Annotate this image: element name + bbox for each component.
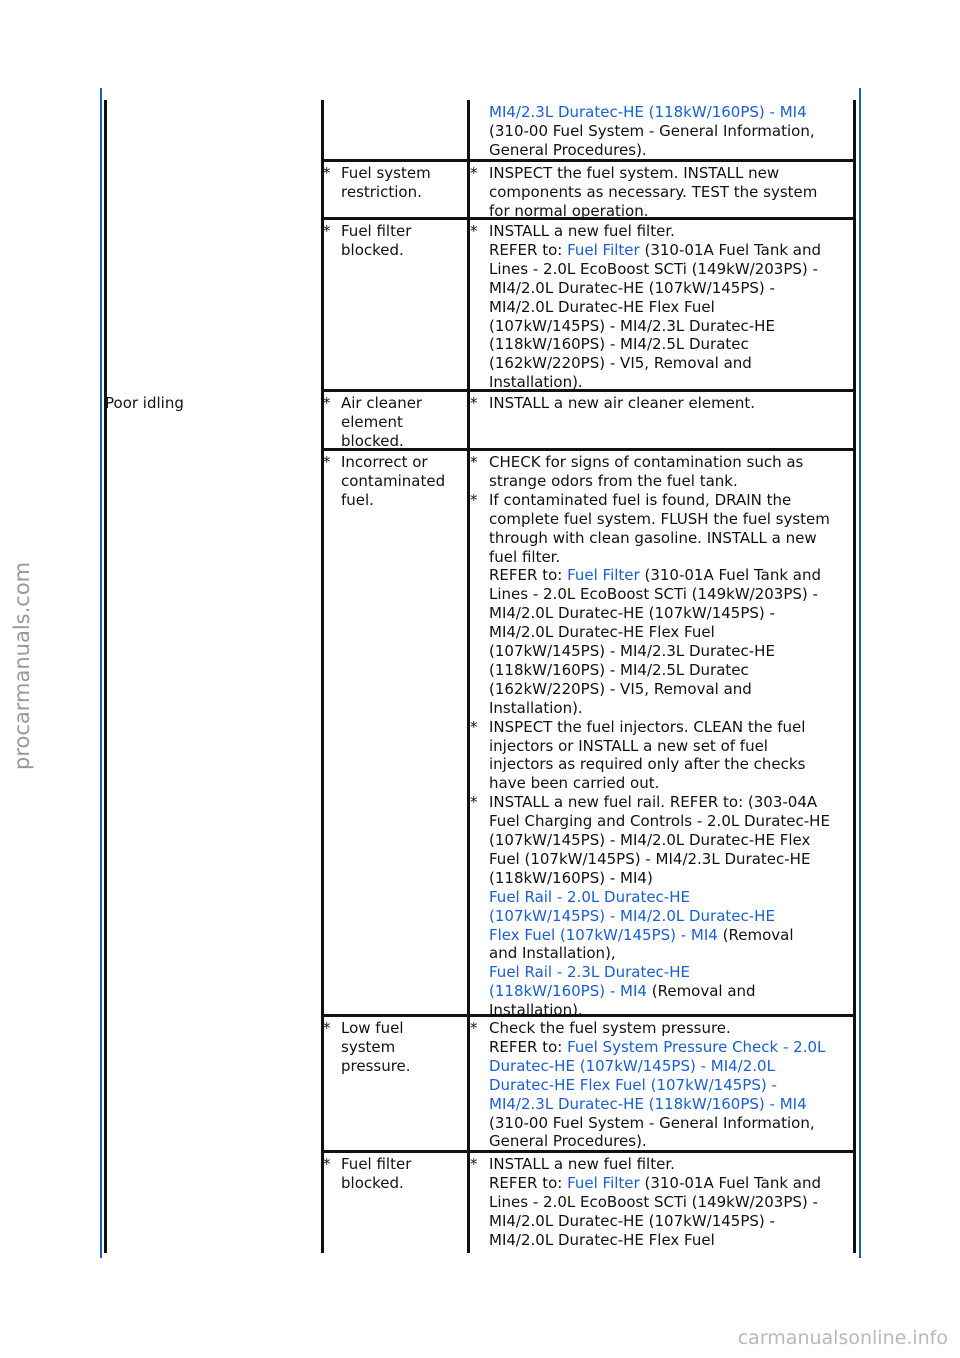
bullet-icon: * — [470, 394, 478, 412]
reference-link[interactable]: Fuel Filter — [567, 566, 640, 585]
bullet-icon: * — [470, 453, 478, 471]
action-text: have been carried out. — [489, 774, 660, 793]
action-line — [470, 317, 821, 336]
action-line — [470, 642, 830, 661]
action-line — [470, 869, 830, 888]
action-line — [470, 241, 821, 260]
cause-line: blocked. — [341, 431, 404, 450]
action-line — [470, 680, 830, 699]
action-line — [470, 453, 803, 472]
action-text: INSTALL a new fuel filter. — [489, 222, 675, 240]
action-line — [470, 298, 821, 317]
action-item — [470, 453, 803, 491]
action-line — [470, 394, 755, 413]
cause-cell — [323, 1019, 411, 1076]
action-text: INSPECT the fuel system. INSTALL new — [489, 164, 780, 182]
action-text: components as necessary. TEST the system — [489, 182, 818, 201]
action-text: (Removal — [717, 925, 794, 944]
action-text: REFER to: — [489, 240, 568, 259]
action-text: for normal operation. — [489, 201, 649, 220]
cause-line: Incorrect or — [341, 453, 428, 471]
cause-line: Air cleaner — [341, 394, 423, 412]
action-line — [470, 718, 805, 737]
action-text: (118kW/160PS) - MI4/2.5L Duratec — [489, 335, 749, 354]
action-line — [470, 623, 830, 642]
cause-line: Fuel system — [341, 164, 431, 182]
right-margin-rule — [859, 88, 861, 1258]
action-line — [470, 604, 830, 623]
action-item — [470, 164, 817, 221]
reference-link[interactable]: Fuel Rail - 2.0L Duratec-HE — [489, 887, 690, 906]
action-line — [470, 1001, 830, 1020]
action-text: injectors as required only after the checks — [489, 755, 806, 774]
action-line — [470, 1174, 821, 1193]
action-text: (310-00 Fuel System - General Information, — [489, 1113, 815, 1132]
action-line — [470, 926, 830, 945]
reference-link[interactable]: Duratec-HE Flex Fuel (107kW/145PS) - — [489, 1075, 777, 1094]
action-line — [470, 907, 830, 926]
action-line — [470, 164, 817, 183]
action-text: Lines - 2.0L EcoBoost SCTi (149kW/203PS) - — [489, 1192, 818, 1211]
action-line — [470, 1231, 821, 1250]
bullet-icon: * — [470, 164, 478, 182]
action-text: REFER to: — [489, 1173, 568, 1192]
action-text: Installation). — [489, 1001, 583, 1020]
action-line — [470, 812, 830, 831]
action-text: (118kW/160PS) - MI4/2.5L Duratec — [489, 660, 749, 679]
action-line — [470, 850, 830, 869]
action-line — [470, 183, 817, 202]
action-item — [470, 103, 815, 160]
action-line — [470, 755, 805, 774]
cause-line: Fuel filter — [341, 1155, 412, 1173]
action-line — [470, 103, 815, 122]
reference-link[interactable]: (118kW/160PS) - MI4 — [489, 982, 647, 1001]
action-text: General Procedures). — [489, 1132, 647, 1151]
action-item — [470, 491, 830, 718]
action-item — [470, 394, 755, 413]
action-text: and Installation), — [489, 944, 616, 963]
action-text: Installation). — [489, 698, 583, 717]
action-line — [470, 982, 830, 1001]
action-item — [470, 222, 821, 392]
action-text: (107kW/145PS) - MI4/2.3L Duratec-HE — [489, 642, 775, 661]
reference-link[interactable]: Fuel Filter — [567, 240, 640, 259]
bullet-icon: * — [470, 490, 478, 509]
reference-link[interactable]: MI4/2.3L Duratec-HE (118kW/160PS) - MI4 — [489, 103, 807, 121]
action-text: MI4/2.0L Duratec-HE (107kW/145PS) - — [489, 1211, 775, 1230]
cause-line: restriction. — [341, 182, 422, 201]
cause-line: contaminated — [341, 471, 446, 490]
action-line — [470, 1019, 825, 1038]
action-text: fuel filter. — [489, 547, 561, 566]
action-line — [470, 1038, 825, 1057]
left-margin-rule — [100, 88, 102, 1258]
action-item — [470, 793, 830, 1020]
cause-line: Low fuel — [341, 1019, 404, 1037]
action-text: REFER to: — [489, 566, 568, 585]
action-item — [470, 1019, 825, 1151]
action-text: MI4/2.0L Duratec-HE (107kW/145PS) - — [489, 278, 775, 297]
action-text: INSTALL a new fuel filter. — [489, 1155, 675, 1173]
action-text: strange odors from the fuel tank. — [489, 471, 738, 490]
action-text: (310-01A Fuel Tank and — [639, 240, 822, 259]
action-line — [470, 279, 821, 298]
action-line — [470, 529, 830, 548]
action-line — [470, 793, 830, 812]
action-text: If contaminated fuel is found, DRAIN the — [489, 490, 792, 509]
table-right-border — [853, 100, 856, 1253]
action-line — [470, 1212, 821, 1231]
footer-watermark: carmanualsonline.info — [737, 1327, 948, 1349]
cause-cell — [323, 1155, 411, 1193]
action-text: (310-01A Fuel Tank and — [639, 1173, 822, 1192]
side-watermark: procarmanuals.com — [10, 561, 34, 770]
cause-cell — [323, 394, 422, 451]
action-line — [470, 548, 830, 567]
reference-link[interactable]: Fuel Rail - 2.3L Duratec-HE — [489, 963, 690, 982]
table-column-divider-1 — [321, 100, 324, 1253]
action-text: Fuel (107kW/145PS) - MI4/2.3L Duratec-HE — [489, 849, 811, 868]
bullet-icon: * — [470, 1155, 478, 1173]
action-line — [470, 202, 817, 221]
cause-cell — [323, 164, 431, 202]
action-text: (118kW/160PS) - MI4) — [489, 868, 653, 887]
action-line — [470, 122, 815, 141]
action-text: injectors or INSTALL a new set of fuel — [489, 736, 768, 755]
action-text: Installation). — [489, 373, 583, 392]
bullet-icon: * — [323, 164, 331, 182]
symptom-cell: Poor idling — [105, 394, 184, 412]
action-text: through with clean gasoline. INSTALL a new — [489, 528, 817, 547]
action-text: Lines - 2.0L EcoBoost SCTi (149kW/203PS) - — [489, 259, 818, 278]
reference-link[interactable]: Fuel Filter — [567, 1173, 640, 1192]
bullet-icon: * — [323, 394, 331, 412]
action-text: General Procedures). — [489, 140, 647, 159]
action-line — [470, 222, 821, 241]
action-line — [470, 472, 803, 491]
action-line — [470, 566, 830, 585]
bullet-icon: * — [470, 793, 478, 812]
action-line — [470, 1193, 821, 1212]
action-text: (310-01A Fuel Tank and — [639, 566, 822, 585]
action-line — [470, 373, 821, 392]
cause-cell — [323, 222, 411, 260]
action-line — [470, 1076, 825, 1095]
action-line — [470, 354, 821, 373]
action-line — [470, 141, 815, 160]
reference-link[interactable]: Flex Fuel (107kW/145PS) - MI4 — [489, 925, 718, 944]
action-item — [470, 1155, 821, 1250]
action-text: CHECK for signs of contamination such as — [489, 453, 804, 471]
action-line — [470, 737, 805, 756]
action-text: MI4/2.0L Duratec-HE Flex Fuel — [489, 297, 715, 316]
action-line — [470, 335, 821, 354]
action-text: complete fuel system. FLUSH the fuel system — [489, 509, 830, 528]
bullet-icon: * — [323, 222, 331, 240]
action-text: (107kW/145PS) - MI4/2.0L Duratec-HE Flex — [489, 831, 811, 849]
action-line — [470, 1095, 825, 1114]
action-line — [470, 774, 805, 793]
table-left-border — [104, 100, 107, 1253]
cause-line: blocked. — [341, 240, 404, 259]
cause-cell — [323, 453, 445, 510]
action-text: Fuel Charging and Controls - 2.0L Duratec-HE — [489, 812, 830, 831]
cause-line: pressure. — [341, 1056, 411, 1075]
bullet-icon: * — [470, 1019, 478, 1037]
action-text: Lines - 2.0L EcoBoost SCTi (149kW/203PS) - — [489, 585, 818, 604]
bullet-icon: * — [323, 1155, 331, 1173]
cause-line: element — [341, 412, 403, 431]
action-line — [470, 585, 830, 604]
action-line — [470, 661, 830, 680]
action-text: (Removal and — [646, 982, 756, 1001]
action-text: MI4/2.0L Duratec-HE Flex Fuel — [489, 623, 715, 642]
action-line — [470, 1057, 825, 1076]
action-text: REFER to: — [489, 1037, 568, 1056]
action-line — [470, 699, 830, 718]
cause-line: fuel. — [341, 490, 374, 509]
action-text: MI4/2.0L Duratec-HE Flex Fuel — [489, 1230, 715, 1249]
bullet-icon: * — [470, 222, 478, 240]
action-text: MI4/2.0L Duratec-HE (107kW/145PS) - — [489, 604, 775, 623]
action-item — [470, 718, 805, 794]
reference-link[interactable]: MI4/2.3L Duratec-HE (118kW/160PS) - MI4 — [489, 1094, 807, 1113]
action-text: INSTALL a new fuel rail. REFER to: (303-04A — [489, 793, 818, 812]
action-text: (107kW/145PS) - MI4/2.3L Duratec-HE — [489, 316, 775, 335]
action-text: Check the fuel system pressure. — [489, 1019, 731, 1037]
bullet-icon: * — [323, 453, 331, 471]
action-line — [470, 1114, 825, 1133]
cause-line: blocked. — [341, 1173, 404, 1192]
action-line — [470, 491, 830, 510]
action-text: (162kW/220PS) - VI5, Removal and — [489, 354, 752, 373]
action-text: (162kW/220PS) - VI5, Removal and — [489, 679, 752, 698]
reference-link[interactable]: Fuel System Pressure Check - 2.0L — [567, 1037, 826, 1056]
action-line — [470, 510, 830, 529]
bullet-icon: * — [470, 717, 478, 736]
reference-link[interactable]: (107kW/145PS) - MI4/2.0L Duratec-HE — [489, 906, 775, 925]
action-text: INSTALL a new air cleaner element. — [489, 394, 756, 412]
action-text: INSPECT the fuel injectors. CLEAN the fuel — [489, 717, 806, 736]
action-line — [470, 944, 830, 963]
cause-line: system — [341, 1037, 396, 1056]
action-line — [470, 888, 830, 907]
bullet-icon: * — [323, 1019, 331, 1037]
action-text: (310-00 Fuel System - General Information, — [489, 121, 815, 140]
action-line — [470, 963, 830, 982]
reference-link[interactable]: Duratec-HE (107kW/145PS) - MI4/2.0L — [489, 1056, 775, 1075]
action-line — [470, 1155, 821, 1174]
action-line — [470, 1132, 825, 1151]
action-line — [470, 831, 830, 850]
action-line — [470, 260, 821, 279]
cause-line: Fuel filter — [341, 222, 412, 240]
